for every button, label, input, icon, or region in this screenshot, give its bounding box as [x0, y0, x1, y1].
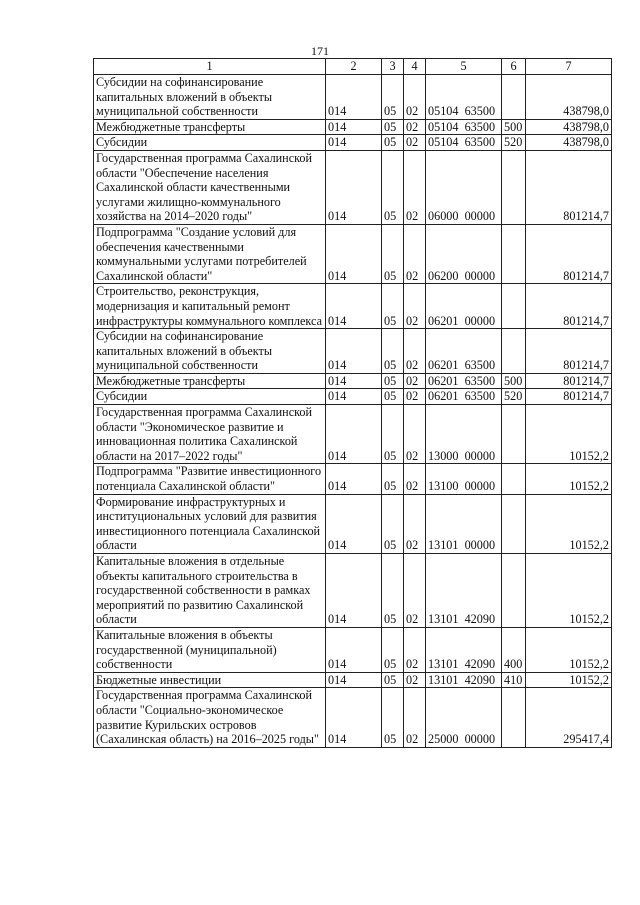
table-row — [94, 494, 612, 553]
row-name: Формирование инфраструктурных и институциональных условий для развития инвестиционного потенциала Сахалинской области — [94, 494, 326, 553]
chapter-code: 014 — [326, 224, 382, 283]
target-article-code: 13101 42090 — [426, 554, 502, 628]
page-number: 171 — [311, 44, 329, 58]
expense-type-code: 500 — [502, 119, 526, 135]
section-code: 05 — [382, 672, 404, 688]
table-row — [94, 329, 612, 374]
row-name: Строительство, реконструкция, модернизация и капитальный ремонт инфраструктуры коммунального комплекса — [94, 284, 326, 329]
chapter-code: 014 — [326, 627, 382, 672]
section-code: 05 — [382, 494, 404, 553]
subsection-code: 02 — [404, 688, 426, 747]
subsection-code: 02 — [404, 389, 426, 405]
chapter-code: 014 — [326, 329, 382, 374]
table-row — [94, 119, 612, 135]
column-header: 1 — [94, 59, 326, 75]
expense-type-code — [502, 494, 526, 553]
subsection-code: 02 — [404, 627, 426, 672]
chapter-code: 014 — [326, 494, 382, 553]
column-header: 2 — [326, 59, 382, 75]
row-name: Межбюджетные трансферты — [94, 373, 326, 389]
table-row — [94, 688, 612, 747]
budget-table — [93, 58, 612, 748]
section-code: 05 — [382, 119, 404, 135]
table-row — [94, 464, 612, 494]
target-article-code: 13101 42090 — [426, 627, 502, 672]
target-article-code: 13100 00000 — [426, 464, 502, 494]
amount: 801214,7 — [526, 389, 612, 405]
target-article-code: 05104 63500 — [426, 135, 502, 151]
subsection-code: 02 — [404, 464, 426, 494]
target-article-code: 05104 63500 — [426, 119, 502, 135]
target-article-code: 13000 00000 — [426, 405, 502, 464]
expense-type-code — [502, 688, 526, 747]
amount: 801214,7 — [526, 224, 612, 283]
column-header: 3 — [382, 59, 404, 75]
row-name: Капитальные вложения в отдельные объекты капитального строительства в государственной собственности в рамках мероприятий по развитию Сахалинской области — [94, 554, 326, 628]
row-name: Подпрограмма "Развитие инвестиционного потенциала Сахалинской области" — [94, 464, 326, 494]
section-code: 05 — [382, 329, 404, 374]
column-header: 6 — [502, 59, 526, 75]
chapter-code: 014 — [326, 464, 382, 494]
expense-type-code: 520 — [502, 389, 526, 405]
chapter-code: 014 — [326, 405, 382, 464]
amount: 801214,7 — [526, 150, 612, 224]
target-article-code: 06201 63500 — [426, 329, 502, 374]
chapter-code: 014 — [326, 284, 382, 329]
target-article-code: 25000 00000 — [426, 688, 502, 747]
table-row — [94, 135, 612, 151]
section-code: 05 — [382, 224, 404, 283]
target-article-code: 06201 63500 — [426, 373, 502, 389]
section-code: 05 — [382, 688, 404, 747]
amount: 10152,2 — [526, 554, 612, 628]
chapter-code: 014 — [326, 135, 382, 151]
chapter-code: 014 — [326, 373, 382, 389]
expense-type-code: 410 — [502, 672, 526, 688]
chapter-code: 014 — [326, 688, 382, 747]
expense-type-code — [502, 150, 526, 224]
subsection-code: 02 — [404, 75, 426, 120]
amount: 801214,7 — [526, 373, 612, 389]
row-name: Субсидии — [94, 389, 326, 405]
chapter-code: 014 — [326, 150, 382, 224]
amount: 801214,7 — [526, 329, 612, 374]
row-name: Субсидии на софинансирование капитальных вложений в объекты муниципальной собственности — [94, 329, 326, 374]
expense-type-code — [502, 405, 526, 464]
amount: 295417,4 — [526, 688, 612, 747]
subsection-code: 02 — [404, 672, 426, 688]
table-row — [94, 405, 612, 464]
row-name: Государственная программа Сахалинской области "Социально-экономическое развитие Курильских островов (Сахалинская область) на 2016–2025 годы" — [94, 688, 326, 747]
column-header: 5 — [426, 59, 502, 75]
amount: 10152,2 — [526, 464, 612, 494]
amount: 438798,0 — [526, 119, 612, 135]
row-name: Субсидии — [94, 135, 326, 151]
expense-type-code — [502, 464, 526, 494]
section-code: 05 — [382, 554, 404, 628]
amount: 10152,2 — [526, 405, 612, 464]
target-article-code: 06201 00000 — [426, 284, 502, 329]
target-article-code: 05104 63500 — [426, 75, 502, 120]
section-code: 05 — [382, 464, 404, 494]
expense-type-code — [502, 75, 526, 120]
expense-type-code — [502, 224, 526, 283]
expense-type-code — [502, 554, 526, 628]
row-name: Подпрограмма "Создание условий для обеспечения качественными коммунальными услугами потребителей Сахалинской области" — [94, 224, 326, 283]
target-article-code: 06200 00000 — [426, 224, 502, 283]
table-row — [94, 284, 612, 329]
row-name: Капитальные вложения в объекты государственной (муниципальной) собственности — [94, 627, 326, 672]
chapter-code: 014 — [326, 75, 382, 120]
amount: 10152,2 — [526, 672, 612, 688]
row-name: Субсидии на софинансирование капитальных вложений в объекты муниципальной собственности — [94, 75, 326, 120]
table-row — [94, 554, 612, 628]
expense-type-code: 500 — [502, 373, 526, 389]
expense-type-code: 400 — [502, 627, 526, 672]
section-code: 05 — [382, 373, 404, 389]
amount: 438798,0 — [526, 135, 612, 151]
chapter-code: 014 — [326, 672, 382, 688]
chapter-code: 014 — [326, 554, 382, 628]
section-code: 05 — [382, 75, 404, 120]
target-article-code: 13101 42090 — [426, 672, 502, 688]
table-row — [94, 150, 612, 224]
subsection-code: 02 — [404, 284, 426, 329]
table-row — [94, 627, 612, 672]
row-name: Межбюджетные трансферты — [94, 119, 326, 135]
row-name: Государственная программа Сахалинской области "Обеспечение населения Сахалинской области качественными услугами жилищно-коммунального хозяйства на 2014–2020 годы" — [94, 150, 326, 224]
target-article-code: 06000 00000 — [426, 150, 502, 224]
amount: 438798,0 — [526, 75, 612, 120]
subsection-code: 02 — [404, 150, 426, 224]
subsection-code: 02 — [404, 373, 426, 389]
table-row — [94, 75, 612, 120]
row-name: Государственная программа Сахалинской области "Экономическое развитие и инновационная политика Сахалинской области на 2017–2022 годы" — [94, 405, 326, 464]
table-row — [94, 389, 612, 405]
table-row — [94, 672, 612, 688]
target-article-code: 13101 00000 — [426, 494, 502, 553]
expense-type-code — [502, 329, 526, 374]
section-code: 05 — [382, 284, 404, 329]
amount: 10152,2 — [526, 494, 612, 553]
subsection-code: 02 — [404, 329, 426, 374]
chapter-code: 014 — [326, 119, 382, 135]
chapter-code: 014 — [326, 389, 382, 405]
subsection-code: 02 — [404, 494, 426, 553]
section-code: 05 — [382, 627, 404, 672]
target-article-code: 06201 63500 — [426, 389, 502, 405]
subsection-code: 02 — [404, 135, 426, 151]
row-name: Бюджетные инвестиции — [94, 672, 326, 688]
subsection-code: 02 — [404, 119, 426, 135]
subsection-code: 02 — [404, 224, 426, 283]
table-row — [94, 373, 612, 389]
column-header: 7 — [526, 59, 612, 75]
subsection-code: 02 — [404, 405, 426, 464]
expense-type-code — [502, 284, 526, 329]
expense-type-code: 520 — [502, 135, 526, 151]
section-code: 05 — [382, 135, 404, 151]
amount: 801214,7 — [526, 284, 612, 329]
table-row — [94, 224, 612, 283]
section-code: 05 — [382, 389, 404, 405]
section-code: 05 — [382, 150, 404, 224]
header-row — [94, 59, 612, 75]
section-code: 05 — [382, 405, 404, 464]
subsection-code: 02 — [404, 554, 426, 628]
column-header: 4 — [404, 59, 426, 75]
amount: 10152,2 — [526, 627, 612, 672]
